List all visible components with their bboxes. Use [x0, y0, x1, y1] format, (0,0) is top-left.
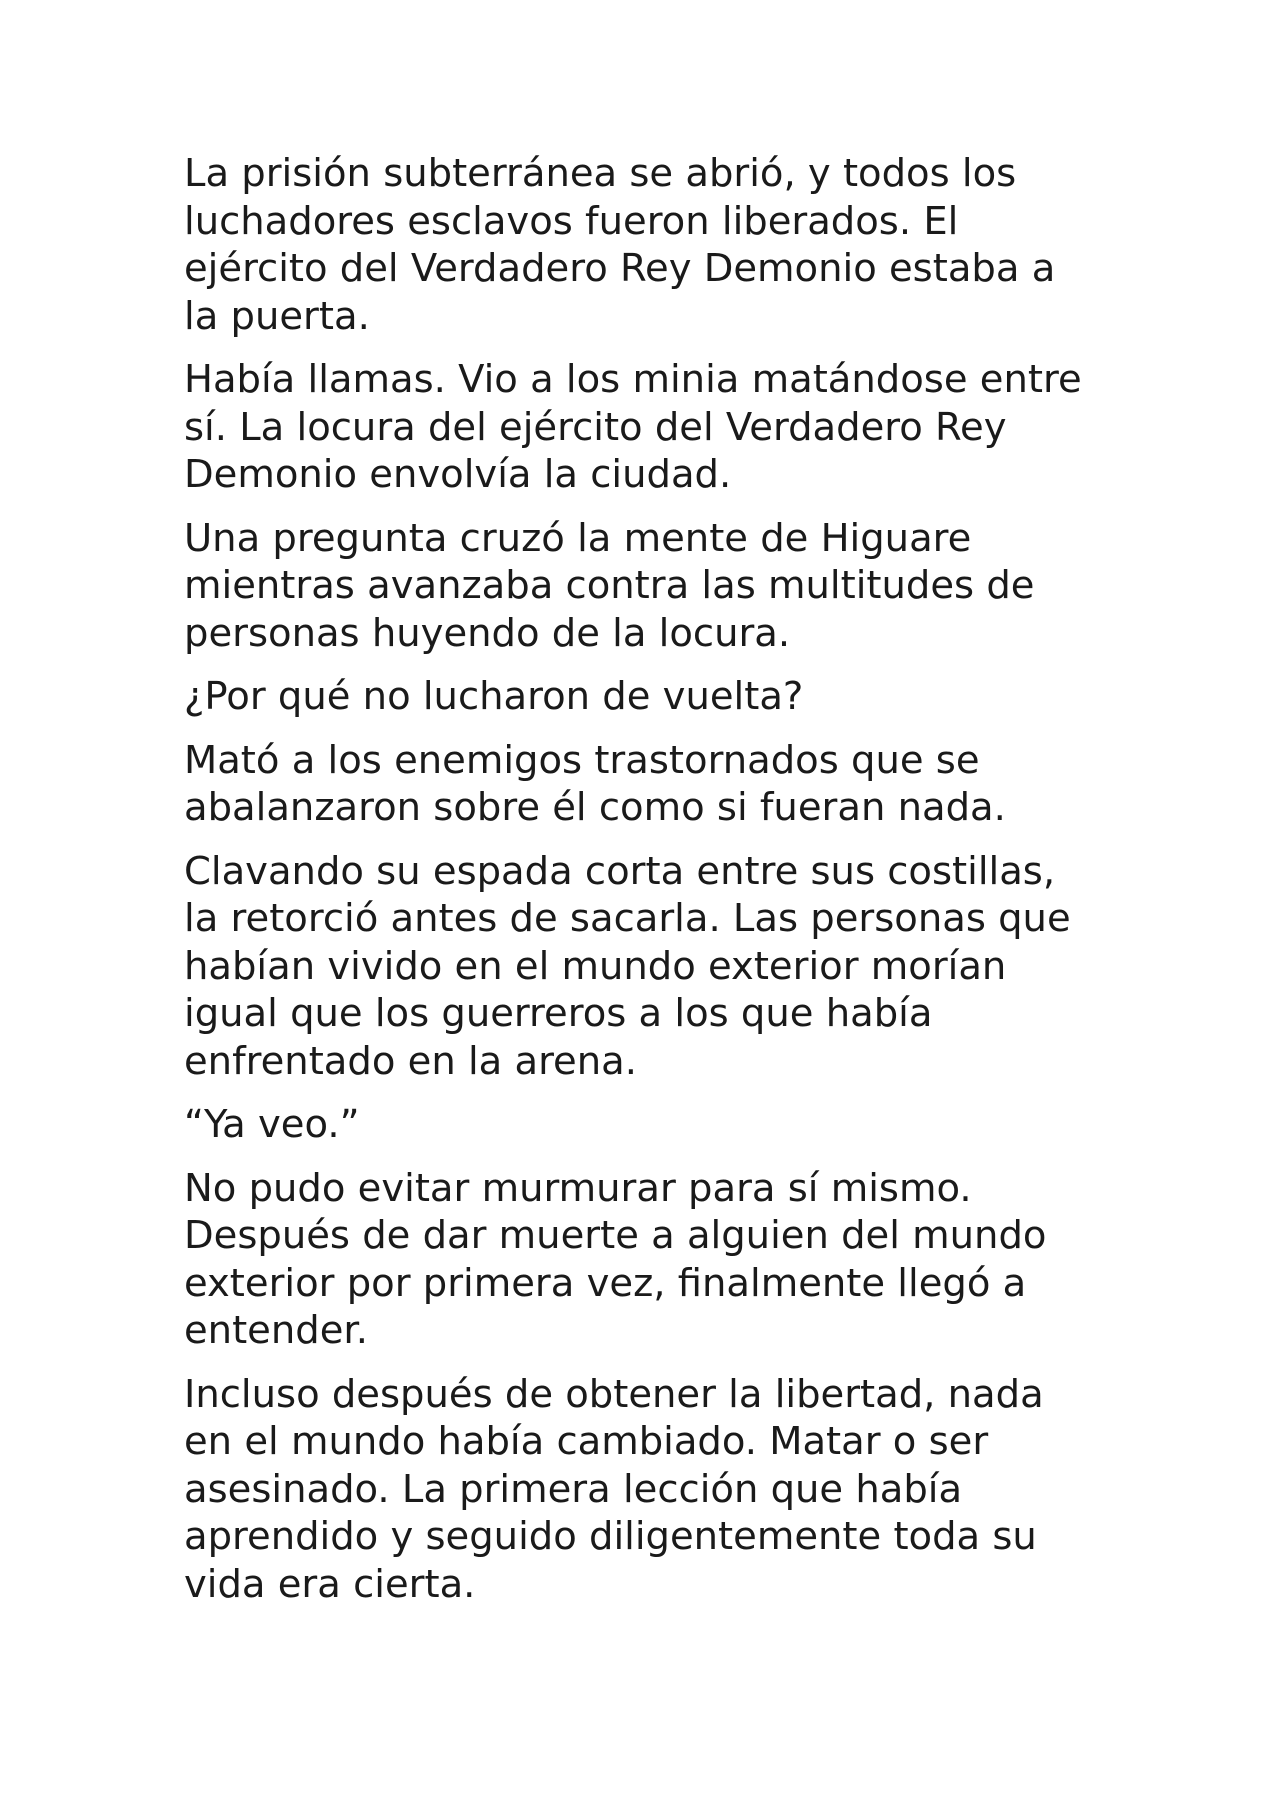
text-line: No pudo evitar murmurar para sí mismo.: [184, 1165, 972, 1211]
paragraph-4: [184, 673, 1124, 721]
text-line: “Ya veo.”: [184, 1102, 360, 1147]
text-line: asesinado. La primera lección que había: [184, 1466, 963, 1512]
text-line: entender.: [184, 1308, 368, 1353]
paragraph-9: [184, 1371, 1124, 1609]
paragraph-1: [184, 150, 1124, 340]
text-line: ejército del Verdadero Rey Demonio estaba a: [184, 246, 1056, 291]
text-line: Había llamas. Vio a los minia matándose entre: [184, 357, 1082, 402]
text-line: exterior por primera vez, finalmente llegó a: [184, 1260, 1027, 1306]
text-line: La prisión subterránea se abrió, y todos los: [184, 151, 1017, 196]
text-line: Mató a los enemigos trastornados que se: [184, 737, 980, 783]
text-line: Demonio envolvía la ciudad.: [184, 452, 732, 497]
text-line: Después de dar muerte a alguien del mundo: [184, 1213, 1047, 1258]
text-line: luchadores esclavos fueron liberados. El: [184, 198, 959, 244]
text-line: ¿Por qué no lucharon de vuelta?: [184, 674, 804, 719]
paragraph-6: [184, 848, 1124, 1086]
text-line: sí. La locura del ejército del Verdadero Rey: [184, 404, 1007, 450]
text-line: personas huyendo de la locura.: [184, 610, 791, 656]
paragraph-3: [184, 515, 1124, 658]
paragraph-8: [184, 1165, 1124, 1355]
text-line: abalanzaron sobre él como si fueran nada.: [184, 785, 1006, 830]
paragraph-2: [184, 356, 1124, 499]
text-line: Una pregunta cruzó la mente de Higuare: [184, 515, 972, 561]
text-line: mientras avanzaba contra las multitudes de: [184, 563, 1035, 608]
text-line: en el mundo había cambiado. Matar o ser: [184, 1419, 989, 1464]
text-line: Incluso después de obtener la libertad, nada: [184, 1371, 1044, 1417]
text-line: la retorció antes de sacarla. Las personas que: [184, 896, 1071, 941]
text-line: vida era cierta.: [184, 1561, 476, 1607]
text-line: igual que los guerreros a los que había: [184, 991, 933, 1036]
paragraph-7: [184, 1101, 1124, 1149]
text-line: habían vivido en el mundo exterior morían: [184, 943, 1007, 989]
text-line: enfrentado en la arena.: [184, 1038, 637, 1084]
text-line: aprendido y seguido diligentemente toda su: [184, 1514, 1037, 1559]
text-line: la puerta.: [184, 293, 370, 339]
text-line: Clavando su espada corta entre sus costillas,: [184, 848, 1056, 894]
body-text: [184, 150, 1124, 1624]
paragraph-5: [184, 737, 1124, 832]
